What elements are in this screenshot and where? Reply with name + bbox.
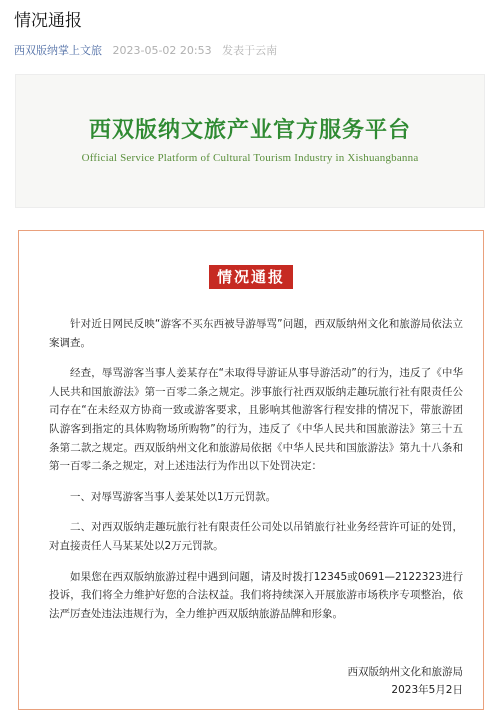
notice-paragraph: 针对近日网民反映“游客不买东西被导游辱骂”问题，西双版纳州文化和旅游局依法立案调查。 xyxy=(49,318,463,349)
notice-paragraph: 二、对西双版纳走趣玩旅行社有限责任公司处以吊销旅行社业务经营许可证的处罚，对直接责任人马某某处以2万元罚款。 xyxy=(49,521,463,552)
page-title: 情况通报 xyxy=(14,11,82,31)
signature-date: 2023年5月2日 xyxy=(391,684,463,696)
publish-date: 2023-05-02 20:53 xyxy=(112,44,212,57)
notice-badge-wrap xyxy=(19,265,483,289)
notice-body xyxy=(49,315,463,635)
publish-location: 发表于云南 xyxy=(222,44,278,57)
notice-paragraph: 一、对辱骂游客当事人姜某处以1万元罚款。 xyxy=(70,490,277,503)
notice-paragraph: 经查，辱骂游客当事人姜某存在“未取得导游证从事导游活动”的行为，违反了《中华人民共和国旅游法》第一百零二条之规定。涉事旅行社西双版纳走趣玩旅行社有限责任公司存在“在未经双方协商一致或游客要求，且影响其他游客行程安排的情况下，带旅游团队游客到指定的具体购物场所购物”的行为，违反了《中华人民共和国旅游法》第三十五条第二款之规定。西双版纳州文化和旅游局依据《中华人民共和国旅游法》第九十八条和第一百零二条之规定，对上述违法行为作出以下处罚决定： xyxy=(49,367,463,473)
signature-org: 西双版纳州文化和旅游局 xyxy=(347,666,463,678)
platform-banner xyxy=(15,74,485,208)
notice-box xyxy=(18,230,484,710)
source-account-link[interactable]: 西双版纳掌上文旅 xyxy=(14,44,102,57)
article-header xyxy=(14,10,486,58)
signature-block xyxy=(348,663,464,699)
banner-title-en: Official Service Platform of Cultural Tourism Industry in Xishuangbanna xyxy=(81,152,419,164)
notice-badge: 情况通报 xyxy=(209,265,293,289)
banner-title-cn: 西双版纳文旅产业官方服务平台 xyxy=(88,117,411,143)
notice-paragraph: 如果您在西双版纳旅游过程中遇到问题，请及时拨打12345或0691—2122323进行投诉，我们将全力维护好您的合法权益。我们将持续深入开展旅游市场秩序专项整治，依法严厉查处违法违规行为，全力维护西双版纳旅游品牌和形象。 xyxy=(49,570,463,620)
article-meta xyxy=(14,44,486,58)
